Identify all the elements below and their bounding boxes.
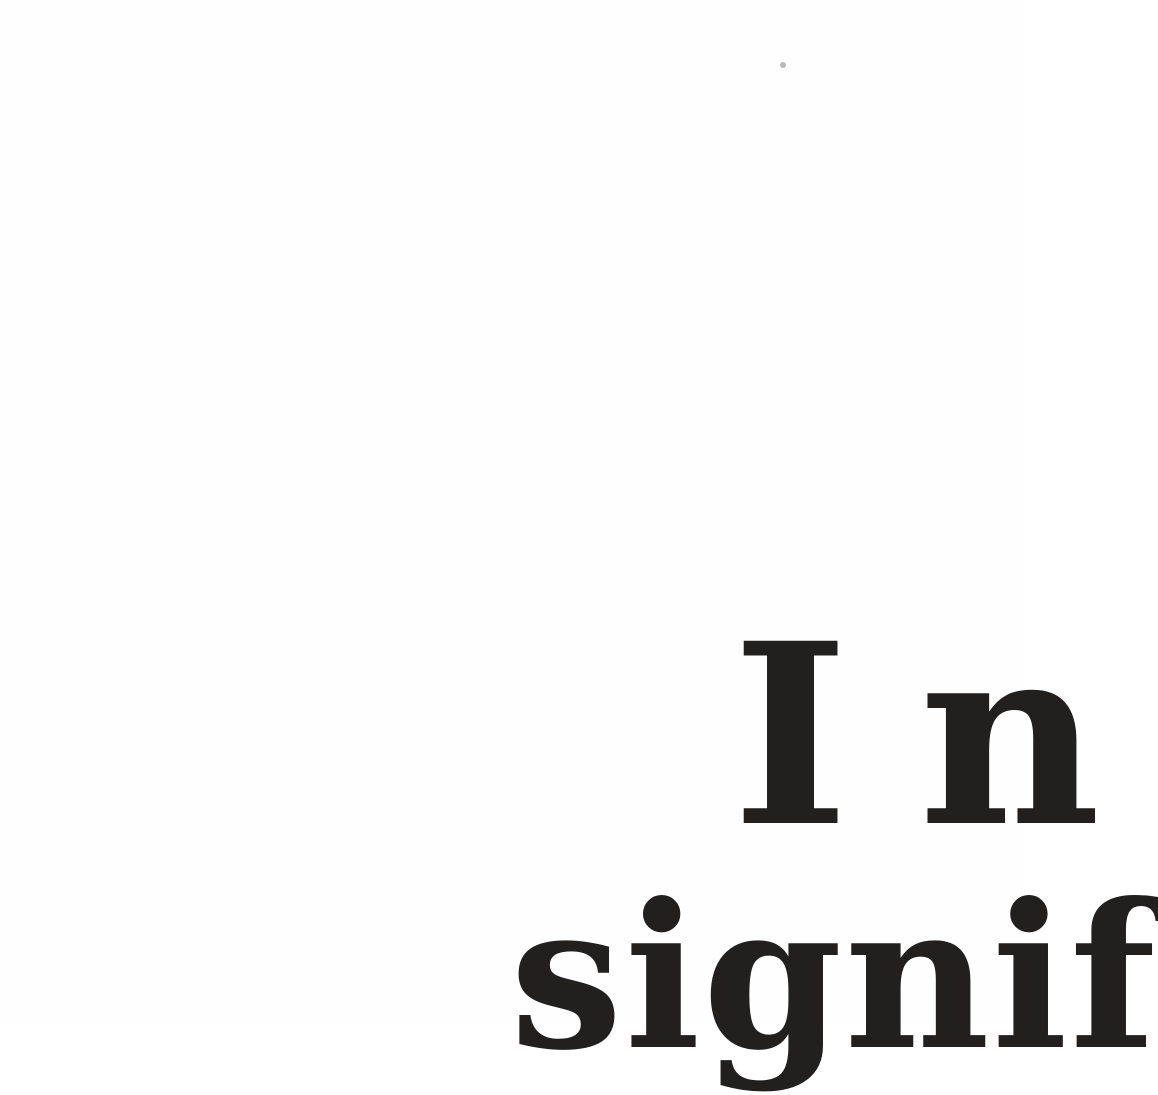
- heading-fragment: [732, 588, 1101, 882]
- heading-cutoff-letter: n: [918, 588, 1101, 882]
- heading-initial: I: [732, 588, 849, 882]
- paper-speck: [780, 62, 786, 68]
- body-text-fragment: signif: [510, 860, 1158, 1095]
